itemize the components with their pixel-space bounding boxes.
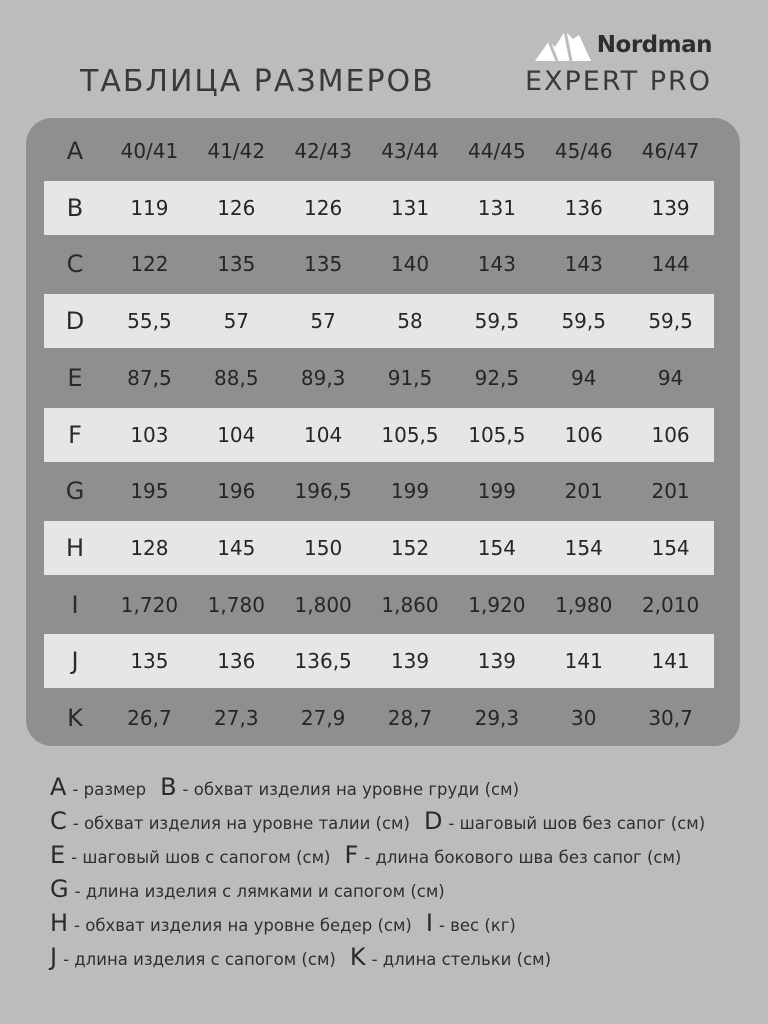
table-cell: 152: [390, 535, 430, 560]
table-cell: 1,860: [381, 592, 439, 617]
legend-item: [50, 773, 146, 801]
table-cell: 94: [571, 365, 597, 390]
table-row: [44, 691, 714, 745]
table-cell: 126: [217, 195, 256, 220]
table-cell: 199: [390, 479, 430, 504]
legend-item: [50, 943, 336, 971]
table-cell: 44/45: [468, 139, 526, 163]
brand-logo: [535, 28, 712, 62]
legend-item: [50, 807, 410, 835]
row-label: J: [71, 647, 79, 676]
table-row: [44, 237, 714, 291]
table-cell: 144: [651, 252, 690, 277]
legend-item: [160, 773, 519, 801]
table-cell: 136: [217, 649, 256, 674]
legend-line: [50, 872, 750, 906]
table-cell: 135: [130, 649, 169, 674]
legend-item: [350, 943, 551, 971]
table-cell: 57: [223, 309, 250, 334]
row-label: A: [66, 137, 84, 165]
row-label: G: [65, 477, 85, 506]
table-cell: 45/46: [554, 139, 613, 163]
table-cell: 140: [390, 252, 430, 277]
legend-key: D: [423, 807, 443, 835]
table-cell: 104: [304, 422, 343, 447]
table-row: [44, 521, 714, 575]
legend-key: F: [344, 841, 359, 869]
table-cell: 141: [651, 649, 690, 674]
table-cell: 131: [477, 195, 516, 220]
table-cell: 41/42: [207, 139, 266, 163]
legend-text: - размер: [72, 780, 147, 799]
table-cell: 126: [304, 195, 343, 220]
table-cell: 27,9: [300, 706, 346, 730]
table-cell: 154: [564, 535, 603, 560]
table-row: [44, 124, 714, 178]
table-cell: 43/44: [381, 139, 439, 163]
table-cell: 154: [651, 535, 690, 560]
table-cell: 199: [477, 479, 516, 504]
legend-line: [50, 838, 750, 872]
table-cell: 59,5: [474, 309, 520, 334]
table-cell: 122: [130, 252, 169, 277]
size-table: [26, 118, 740, 746]
legend-text: - обхват изделия на уровне бедер (см): [74, 916, 412, 935]
table-row: [44, 408, 714, 462]
row-label: E: [67, 363, 83, 392]
table-cell: 27,3: [214, 706, 259, 730]
table-cell: 106: [651, 422, 690, 447]
brand-line: EXPERT PRO: [524, 66, 712, 97]
table-cell: 29,3: [474, 706, 520, 730]
legend-text: - длина бокового шва без сапог (см): [364, 848, 682, 867]
legend-key: B: [160, 773, 177, 801]
legend-line: [50, 804, 750, 838]
table-cell: 143: [477, 252, 516, 277]
table-cell: 30: [571, 706, 597, 730]
table-cell: 105,5: [468, 422, 526, 447]
legend-key: H: [50, 909, 69, 937]
table-cell: 135: [304, 252, 343, 277]
legend: [50, 770, 750, 974]
table-cell: 2,010: [641, 592, 700, 617]
table-cell: 150: [304, 535, 343, 560]
table-cell: 106: [564, 422, 603, 447]
legend-key: E: [50, 841, 66, 869]
table-cell: 58: [397, 309, 423, 334]
table-cell: 143: [564, 252, 603, 277]
legend-text: - длина изделия с сапогом (см): [63, 950, 336, 969]
table-cell: 136,5: [294, 649, 352, 674]
table-cell: 196,5: [294, 479, 352, 504]
legend-item: [424, 807, 705, 835]
table-cell: 94: [657, 365, 684, 390]
table-row: [44, 578, 714, 632]
table-cell: 154: [477, 535, 516, 560]
legend-item: [50, 841, 330, 869]
legend-text: - шаговый шов с сапогом (см): [71, 848, 331, 867]
table-cell: 88,5: [214, 365, 259, 390]
row-label: C: [66, 250, 84, 279]
table-row: [44, 294, 714, 348]
table-cell: 1,980: [555, 592, 613, 617]
table-cell: 26,7: [127, 706, 172, 730]
table-cell: 139: [390, 649, 430, 674]
table-row: [44, 634, 714, 688]
table-cell: 87,5: [127, 365, 172, 390]
table-row: [44, 351, 714, 405]
table-cell: 136: [564, 195, 603, 220]
table-cell: 131: [390, 195, 430, 220]
legend-key: K: [349, 943, 366, 971]
table-cell: 30,7: [648, 706, 693, 730]
legend-item: [50, 909, 412, 937]
legend-key: J: [50, 943, 58, 971]
table-cell: 28,7: [387, 706, 433, 730]
table-cell: 42/43: [294, 139, 352, 163]
table-cell: 139: [651, 195, 690, 220]
table-row: [44, 464, 714, 518]
table-cell: 195: [130, 479, 169, 504]
table-cell: 57: [310, 309, 336, 334]
mountain-logo-icon: [535, 29, 591, 61]
table-cell: 105,5: [381, 422, 439, 447]
brand-name: Nordman: [596, 32, 712, 58]
legend-text: - длина изделия с лямками и сапогом (см): [74, 882, 445, 901]
row-label: F: [68, 420, 82, 449]
legend-text: - длина стельки (см): [371, 950, 552, 969]
table-cell: 59,5: [648, 309, 693, 334]
row-label: B: [66, 193, 84, 222]
table-cell: 201: [651, 479, 690, 504]
legend-item: [50, 875, 445, 903]
table-cell: 139: [477, 649, 516, 674]
brand-block: [502, 28, 712, 98]
legend-line: [50, 770, 750, 804]
table-cell: 1,800: [294, 592, 352, 617]
table-cell: 128: [130, 535, 169, 560]
legend-key: C: [50, 807, 67, 835]
legend-key: I: [425, 909, 433, 937]
table-cell: 55,5: [127, 309, 172, 334]
table-cell: 145: [217, 535, 256, 560]
legend-line: [50, 906, 750, 940]
legend-line: [50, 940, 750, 974]
legend-key: G: [50, 875, 69, 903]
table-cell: 135: [217, 252, 256, 277]
table-cell: 1,720: [120, 592, 179, 617]
table-cell: 201: [564, 479, 603, 504]
table-cell: 141: [564, 649, 603, 674]
legend-text: - обхват изделия на уровне талии (см): [72, 814, 410, 833]
table-cell: 103: [130, 422, 169, 447]
row-label: I: [71, 590, 79, 619]
page-title: ТАБЛИЦА РАЗМЕРОВ: [80, 64, 435, 99]
legend-item: [344, 841, 681, 869]
legend-text: - вес (кг): [438, 916, 516, 935]
table-cell: 104: [217, 422, 256, 447]
table-cell: 196: [217, 479, 256, 504]
legend-item: [426, 909, 516, 937]
table-cell: 92,5: [474, 365, 520, 390]
table-cell: 89,3: [300, 365, 346, 390]
row-label: D: [65, 307, 85, 336]
row-label: K: [67, 704, 83, 732]
table-row: [44, 181, 714, 235]
table-cell: 59,5: [561, 309, 606, 334]
table-cell: 1,780: [207, 592, 265, 617]
legend-text: - шаговый шов без сапог (см): [448, 814, 706, 833]
table-cell: 46/47: [641, 139, 700, 163]
table-cell: 91,5: [387, 365, 433, 390]
row-label: H: [65, 533, 85, 562]
legend-key: A: [50, 773, 67, 801]
table-cell: 40/41: [120, 139, 179, 163]
legend-text: - обхват изделия на уровне груди (см): [182, 780, 520, 799]
table-cell: 1,920: [468, 592, 526, 617]
table-cell: 119: [130, 195, 169, 220]
